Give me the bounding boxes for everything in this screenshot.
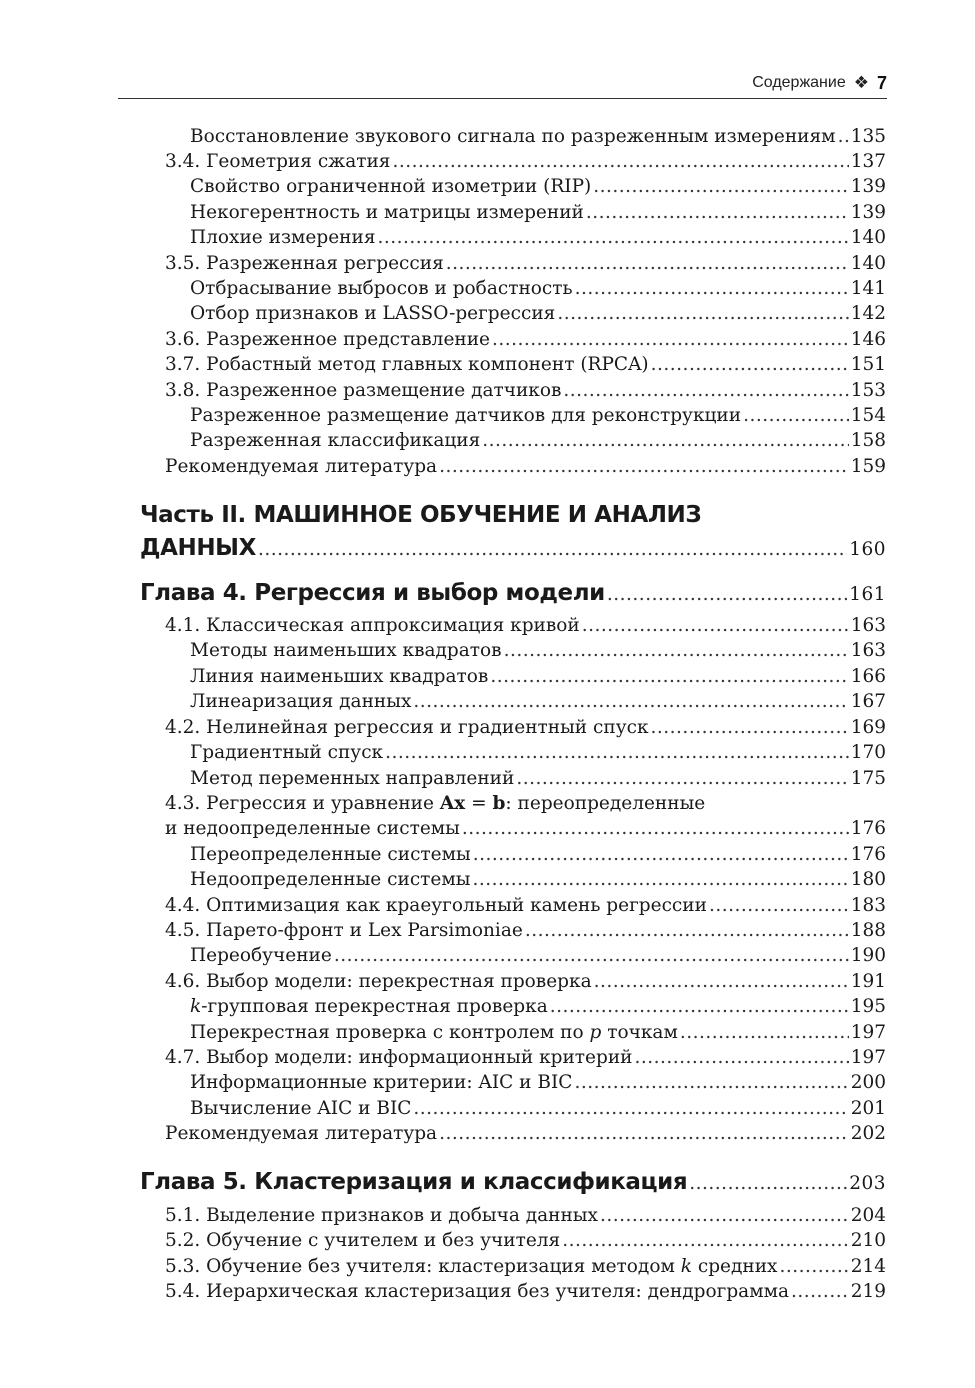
toc-entry-title: Рекомендуемая литература [165, 1123, 438, 1144]
toc-entry-title: Информационные критерии: AIC и BIC [190, 1072, 573, 1093]
toc-entry-page: 142 [850, 303, 886, 324]
toc-entry-page: 140 [850, 227, 886, 248]
toc-entry-title: Переопределенные системы [190, 844, 471, 865]
toc-entry-title: 3.8. Разреженное размещение датчиков [165, 380, 562, 401]
toc-entry-page: 176 [850, 818, 886, 839]
toc-entry-title-part: Перекрестная проверка с контролем по [190, 1022, 590, 1043]
toc-entry-title: 4.2. Нелинейная регрессия и градиентный спуск [165, 717, 649, 738]
toc-dot-leader [392, 149, 848, 174]
toc-entry-page: 204 [850, 1205, 886, 1226]
toc-dot-leader [258, 534, 847, 566]
ornament-icon: ❖ [853, 73, 869, 92]
toc-dot-leader [575, 276, 849, 301]
math-k: k [190, 996, 202, 1017]
toc-entry[interactable] [140, 715, 886, 740]
toc-dot-leader [743, 403, 849, 428]
toc-entry-page: 197 [850, 1022, 886, 1043]
toc-entry-title-part: средних [691, 1256, 778, 1277]
toc-entry-title: Метод переменных направлений [190, 768, 515, 789]
toc-entry-page: 197 [850, 1047, 886, 1068]
toc-dot-leader [378, 225, 849, 250]
toc-entry[interactable] [140, 352, 886, 377]
math-matrix-ax: Ax [439, 793, 466, 814]
toc-dot-leader [779, 1254, 848, 1279]
toc-entry-page: 214 [850, 1256, 886, 1277]
toc-dot-leader [651, 715, 849, 740]
toc-dot-leader [385, 740, 849, 765]
toc-entry-page: 202 [850, 1123, 886, 1144]
toc-entry[interactable] [140, 664, 886, 689]
toc-entry-page: 210 [850, 1230, 886, 1251]
toc-entry[interactable] [140, 816, 886, 841]
toc-dot-leader [482, 428, 848, 453]
toc-entry[interactable] [140, 200, 886, 225]
toc-dot-leader [709, 893, 849, 918]
toc-entry-title: 5.4. Иерархическая кластеризация без учителя: дендрограмма [165, 1281, 790, 1302]
toc-entry-page: 146 [850, 329, 886, 350]
toc-entry-title: Градиентный спуск [190, 742, 384, 763]
toc-entry-page: 166 [850, 666, 886, 687]
toc-entry-page: 163 [850, 640, 886, 661]
toc-dot-leader [550, 994, 849, 1019]
toc-dot-leader [439, 1121, 849, 1146]
toc-dot-leader [473, 842, 849, 867]
toc-entry[interactable] [140, 994, 886, 1019]
toc-entry-title-part: : переопределенные [505, 793, 706, 814]
toc-entry-title: Линия наименьших квадратов [190, 666, 489, 687]
toc-dot-leader [446, 251, 849, 276]
toc-entry-page: 188 [850, 920, 886, 941]
toc-entry[interactable] [140, 766, 886, 791]
toc-entry-title: 5.2. Обучение с учителем и без учителя [165, 1230, 561, 1251]
toc-dot-leader [582, 613, 849, 638]
toc-entry-page: 135 [850, 126, 886, 147]
toc-entry[interactable] [140, 1045, 886, 1070]
toc-entry-page: 180 [850, 869, 886, 890]
toc-dot-leader [563, 378, 848, 403]
toc-entry-title: Отбрасывание выбросов и робастность [190, 278, 573, 299]
toc-entry[interactable] [140, 378, 886, 403]
toc-dot-leader [490, 664, 848, 689]
toc-entry-page: 200 [850, 1072, 886, 1093]
toc-entry-page: 139 [850, 202, 886, 223]
toc-entry[interactable] [140, 1254, 886, 1279]
toc-entry-title: Линеаризация данных [190, 691, 412, 712]
toc-entry-page: 158 [850, 430, 886, 451]
chapter-entry[interactable] [140, 1166, 886, 1200]
toc-entry[interactable] [140, 124, 886, 149]
math-equals: = [465, 793, 493, 814]
toc-entry-title-part: точкам [601, 1022, 678, 1043]
toc-entry[interactable] [140, 301, 886, 326]
toc-dot-leader [574, 1070, 848, 1095]
toc-entry[interactable] [140, 943, 886, 968]
toc-entry[interactable] [140, 638, 886, 663]
toc-entry[interactable] [140, 969, 886, 994]
toc-entry-title [190, 994, 548, 1019]
toc-entry[interactable] [140, 613, 886, 638]
toc-entry-title: Свойство ограниченной изометрии (RIP) [190, 176, 592, 197]
toc-entry[interactable] [140, 1020, 886, 1045]
toc-dot-leader [334, 943, 849, 968]
toc-entry-page: 170 [850, 742, 886, 763]
page-number: 7 [876, 72, 887, 93]
toc-entry[interactable] [140, 1070, 886, 1095]
toc-entry-title: 4.6. Выбор модели: перекрестная проверка [165, 971, 592, 992]
toc-entry[interactable] [140, 327, 886, 352]
toc-entry-page: 159 [850, 456, 886, 477]
toc-entry-title: Глава 5. Кластеризация и классификация [140, 1169, 688, 1195]
toc-entry-title: 3.5. Разреженная регрессия [165, 253, 444, 274]
toc-dot-leader [791, 1279, 849, 1304]
math-p: p [589, 1022, 602, 1043]
toc-entry-title: 4.4. Оптимизация как краеугольный камень регрессии [165, 895, 707, 916]
toc-entry[interactable] [140, 918, 886, 943]
toc-entry-page: 141 [850, 278, 886, 299]
toc-entry[interactable] [140, 1279, 886, 1304]
toc-dot-leader [472, 867, 848, 892]
toc-entry[interactable] [140, 454, 886, 479]
toc-entry[interactable] [140, 251, 886, 276]
toc-dot-leader [593, 174, 848, 199]
toc-entry-page: 190 [850, 945, 886, 966]
toc-entry-title [190, 1020, 678, 1045]
toc-entry-page: 219 [850, 1281, 886, 1302]
toc-entry-title: 3.7. Робастный метод главных компонент (RPCA) [165, 354, 649, 375]
toc-dot-leader [651, 352, 849, 377]
toc-dot-leader [413, 689, 848, 714]
toc-entry[interactable] [140, 225, 886, 250]
toc-entry-title-part: -групповая перекрестная проверка [201, 996, 548, 1017]
toc-dot-leader [562, 1228, 848, 1253]
toc-entry[interactable] [140, 867, 886, 892]
toc-entry-title: и недоопределенные системы [165, 818, 460, 839]
toc-entry-title: Глава 4. Регрессия и выбор модели [140, 580, 605, 606]
toc-entry[interactable] [140, 1203, 886, 1228]
toc-entry-title: ДАННЫХ [140, 535, 256, 561]
math-vector-b: b [492, 793, 506, 814]
toc-entry-page: 139 [850, 176, 886, 197]
toc-entry-first-line[interactable] [140, 791, 886, 816]
toc-entry[interactable] [140, 689, 886, 714]
toc-entry-page: 137 [850, 151, 886, 172]
toc-entry-page: 161 [849, 584, 886, 605]
toc-entry-title: Разреженная классификация [190, 430, 481, 451]
toc-entry-page: 191 [850, 971, 886, 992]
toc-entry-page: 140 [850, 253, 886, 274]
toc-dot-leader [516, 766, 848, 791]
toc-entry-title: Рекомендуемая литература [165, 456, 438, 477]
toc-entry-title: Переобучение [190, 945, 332, 966]
toc-entry-page: 201 [850, 1098, 886, 1119]
toc-entry-page: 203 [849, 1173, 886, 1194]
toc-entry[interactable] [140, 276, 886, 301]
toc-entry[interactable] [140, 893, 886, 918]
toc-entry-page: 183 [850, 895, 886, 916]
toc-entry-title-part: 5.3. Обучение без учителя: кластеризация методом [165, 1256, 681, 1277]
toc-entry[interactable] [140, 1096, 886, 1121]
math-k: k [680, 1256, 692, 1277]
toc-entry-title: Некогерентность и матрицы измерений [190, 202, 584, 223]
toc-entry[interactable] [140, 149, 886, 174]
toc-dot-leader [689, 1168, 847, 1200]
chapter-entry[interactable] [140, 577, 886, 611]
toc-entry-page: 153 [850, 380, 886, 401]
toc-entry[interactable] [140, 740, 886, 765]
toc-entry-page: 169 [850, 717, 886, 738]
toc-entry-title: Плохие измерения [190, 227, 376, 248]
toc-entry[interactable] [140, 1121, 886, 1146]
toc-entry-page: 163 [850, 615, 886, 636]
toc-dot-leader [680, 1020, 849, 1045]
toc-entry-title: Отбор признаков и LASSO-регрессия [190, 303, 556, 324]
toc-dot-leader [600, 1203, 849, 1228]
toc-entry-title: 4.5. Парето-фронт и Lex Parsimoniae [165, 920, 523, 941]
toc-dot-leader [607, 579, 847, 611]
toc-entry-title: Недоопределенные системы [190, 869, 471, 890]
toc-entry-title [165, 1254, 777, 1279]
toc-entry-title: 4.1. Классическая аппроксимация кривой [165, 615, 580, 636]
toc-dot-leader [492, 327, 849, 352]
toc-entry-page: 154 [850, 405, 886, 426]
toc-entry[interactable] [140, 403, 886, 428]
toc-dot-leader [439, 454, 849, 479]
toc-dot-leader [525, 918, 849, 943]
toc-entry-title: Восстановление звукового сигнала по разреженным измерениям [190, 126, 836, 147]
toc-dot-leader [413, 1096, 848, 1121]
toc-dot-leader [838, 124, 849, 149]
toc-dot-leader [635, 1045, 849, 1070]
toc-dot-leader [586, 200, 849, 225]
part-entry[interactable] [140, 532, 886, 566]
toc-entry-page: 176 [850, 844, 886, 865]
running-header-title: Содержание [752, 74, 846, 91]
toc-entry-title: Разреженное размещение датчиков для реконструкции [190, 405, 742, 426]
toc-entry-page: 151 [850, 354, 886, 375]
toc-entry[interactable] [140, 1228, 886, 1253]
toc-entry-title: 3.4. Геометрия сжатия [165, 151, 391, 172]
toc-dot-leader [594, 969, 849, 994]
toc-entry-page: 160 [849, 539, 886, 560]
toc-entry-title-part: 4.3. Регрессия и уравнение [165, 793, 440, 814]
toc-dot-leader [462, 816, 849, 841]
toc-entry-title: 5.1. Выделение признаков и добыча данных [165, 1205, 598, 1226]
toc-entry[interactable] [140, 842, 886, 867]
toc-entry-title: Методы наименьших квадратов [190, 640, 502, 661]
toc-dot-leader [557, 301, 848, 326]
toc-entry-page: 175 [850, 768, 886, 789]
toc-entry-title: Вычисление AIC и BIC [190, 1098, 412, 1119]
toc-entry[interactable] [140, 428, 886, 453]
part-title[interactable]: Часть II. МАШИННОЕ ОБУЧЕНИЕ И АНАЛИЗ [140, 502, 702, 528]
toc-entry-page: 167 [850, 691, 886, 712]
running-header [118, 68, 887, 99]
toc-entry-page: 195 [850, 996, 886, 1017]
toc-entry-title: 3.6. Разреженное представление [165, 329, 490, 350]
toc-entry-title: 4.7. Выбор модели: информационный критерий [165, 1047, 633, 1068]
toc-dot-leader [504, 638, 849, 663]
toc-entry[interactable] [140, 174, 886, 199]
